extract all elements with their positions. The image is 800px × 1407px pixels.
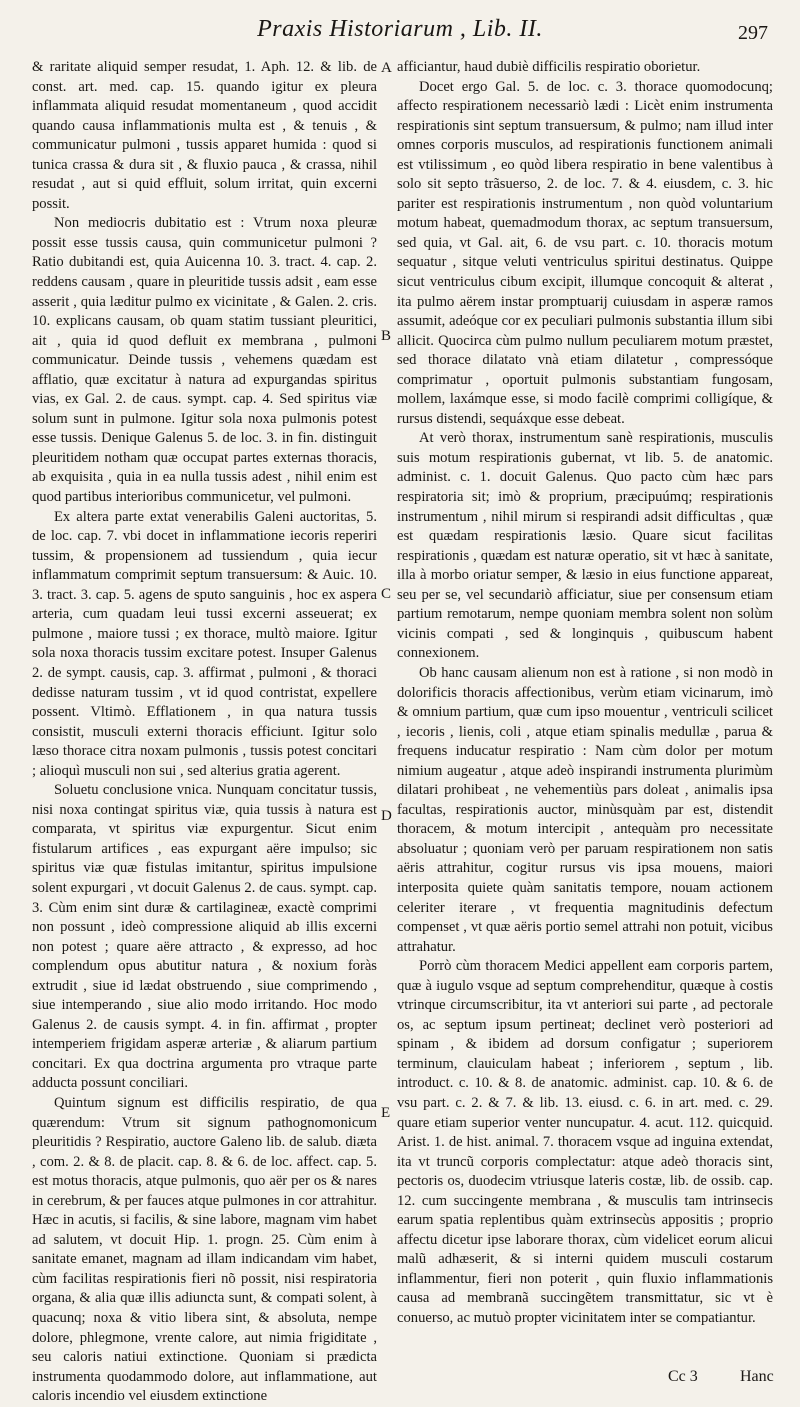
left-paragraph: Ex altera parte extat venerabilis Galeni auctoritas, 5. de loc. cap. 7. vbi docet in inflammatione iecoris reperiri tussim, & propensionem ad tussiendum , quia iecur inflammatum comprimit septum transuersum: & Auic. 10. 3. tract. 3. cap. 5. agens de sputo sanguinis , hoc ex aspera arteria, cum quadam leui tussi excerni asseuerat; ex pulmone , maiore tussi ; ex thorace, multò maiore. Igitur sola noxa thoracis tussim excitare potest. Insuper Galenus 2. de sympt. causis, cap. 3. affirmat , pulmoni , & thoraci dedisse naturam tussim , vt id quod contristat, expellere possent. Vltimò. Efflationem , in qua natura tussis consistit, musculi externi thoracis efficiunt. Igitur solo læso thorace citra noxam pulmonis , tussis potest concitari ; alioquì musculi non sui , sed alterius gratia agerent. (32, 508, 377, 779)
page-number: 297 (738, 22, 768, 44)
right-paragraph: At verò thorax, instrumentum sanè respirationis, musculis suis motum respirationis gubernat, vt lib. 5. de anatomic. administ. c. 1. docuit Galenus. Quo pacto cùm hæc pars respiratoria sit; imò & proprium, præcipuúmq; respirationis instrumentum , nihil mirum si respirandi adsit difficultas , quæ est quædam respirationis læsio. Quare sicut facilitas respirationis , quædam est naturæ operatio, sit vt hæc à sanitate, illa à morbo oriatur semper, & læsio in eius functione appareat, seu per se, vel secundariò afficiatur, siue per consensum etiam partium remotarum, nempe quoniam membra solent non solùm vicinis compati , sed & longinquis , quibuscum habent connexionem. (397, 430, 773, 662)
margin-letter-b: B (381, 328, 392, 344)
right-paragraph: afficiantur, haud dubiè difficilis respiratio oborietur. (397, 59, 701, 75)
right-paragraph: Porrò cùm thoracem Medici appellent eam corporis partem, quæ à iugulo vsque ad septum comprehenditur, quæque à costis vtrinque circumscribitur, ita vt anteriori sui parte , ad pectorale os, ac septum ipsum pertineat; declinet verò posteriori ad spinam , & ibidem ad dorsum configatur ; superiorem terminum, clauiculam habeat ; inferiorem , septum , lib. introduct. c. 10. & 8. de anatomic. administ. cap. 10. & 6. de vsu part. c. 2. & 7. & lib. 13. eiusd. c. 6. in art. med. c. 29. quare etiam superior venter nuncupatur. 4. acut. 112. quicquid. Arist. 1. de hist. animal. 7. thoracem vsque ad inguina extendat, ita vt truncũ corporis complectatur: atque adeò thoracis sint, pectoris os, duodecim vtriusque lateris costæ, lib. de ossib. cap. 12. cum succingente membrana , & musculis tam intrinsecis earum spatia replentibus quàm extrinsecùs appositis ; proprio affectu dicetur ipse laborare thorax, cùm videlicet eorum alicui malũ adhæserit, & si interni quidem musculi costarum inflammentur, fieri non poterit , quin fluxio inflammationis causa ad membranã succingẽtem transmittatur, sic vt è conuerso, ac mutuò propter vicinitatem inter se compatiantur. (397, 958, 773, 1326)
left-paragraph: & raritate aliquid semper resudat, 1. Aph. 12. & lib. de const. art. med. cap. 15. quando igitur ex pleura inflammata aliquid resudat momentaneum , quod accidit quando causa inflammationis multa est , & tenuis , & communicatur pulmoni , tussis apparet humida : quod si tunica crassa & dura sit , & fluxio pauca , & crassa, nihil resudat , aut si quid effluit, solum irritat, quin excerni possit. (32, 59, 377, 212)
left-column (32, 58, 377, 1407)
right-column (397, 58, 773, 1329)
catchword: Hanc (740, 1368, 774, 1385)
page-footer (0, 1368, 800, 1394)
page-header (0, 10, 800, 48)
signature-mark: Cc 3 (668, 1368, 698, 1385)
margin-letter-a: A (381, 60, 392, 76)
margin-letter-c: C (381, 586, 392, 602)
left-paragraph: Soluetu conclusione vnica. Nunquam concitatur tussis, nisi noxa contingat spiritus viæ, quia tussis à natura est comparata, vt spiritus viæ expurgentur. Sicut enim fistularum artifices , eas expurgant aëre impulso; sic spiritus viæ quæ fistulas imitantur, spiritus impulsione solent expurgari , vt docuit Galenus 2. de caus. sympt. cap. 3. Cùm enim sint duræ & cartilagineæ, exactè comprimi non possunt , ideò compressione aliquid ab illis excerni non potest ; quare aëre attracto , & expresso, ad hoc complendum opus abutitur natura , & noxium foràs extrudit , siue id lædat obstruendo , siue comprimendo , siue intemperando , siue alio modo irritando. Hoc modo Galenus 2. de causis sympt. 4. in fin. affirmat , propter intemperiem frigidam asperæ arteriæ , & aliarum partium concitari. Ex qua doctrina argumenta pro vtraque parte adducta possunt conciliari. (32, 782, 377, 1092)
left-paragraph: Non mediocris dubitatio est : Vtrum noxa pleuræ possit esse tussis causa, quin communicetur pulmoni ? Ratio dubitandi est, quia Auicenna 10. 3. tract. 4. cap. 2. reddens causam , quare in pleuritide tussis adsit , eam esse asserit , quia læditur pulmo ex vicinitate , & Galen. 2. cris. 10. explicans causam, ob quam statim tussiant pleuritici, ait , quia id quod defluit ex membrana , pulmoni communicatur. Deinde tussis , vehemens quædam est afflatio, quæ excitatur à natura ad expurgandas spiritus vias, ex Gal. 2. de caus. sympt. cap. 4. Sed spiritus viæ solum sunt in pulmone. Igitur sola noxa pulmonis potest esse tussis. Denique Galenus 5. de loc. 3. in fin. distinguit pleuritidem notham quæ occupat partes externas thoracis, ab exquisita , quia in ea nulla tussis adest , nihil enim est quod partibus interioribus communicetur, vel pulmoni. (32, 215, 377, 506)
margin-letter-d: D (381, 808, 392, 824)
margin-letter-e: E (381, 1105, 391, 1121)
left-paragraph: Quintum signum est difficilis respiratio, de qua quærendum: Vtrum sit signum pathognomonicum pleuritidis ? Respiratio, auctore Galeno lib. de salub. diæta , com. 2. & 8. de placit. cap. 8. & 6. de loc. affect. cap. 5. est motus thoracis, atque pulmonis, quo aër per os & nares in cerebrum, & per fauces atque pulmones in cor attrahitur. Hæc in acutis, si facilis, & sine labore, magnam vim habet ad salutem, vt docuit Hip. 1. progn. 25. Cùm enim à sanitate emanet, magnam ad illam indicandam vim habet, cùm facilitas respirationis fieri nõ possit, nisi respiratoria organa, & alia quæ illis adiuncta sunt, & compati solent, à quacunq; noxa & vitio libera sint, & absoluta, nempe dolore, phlegmone, vrente calore, aut nimia frigiditate , seu caloris natiui extinctione. Quoniam si prædicta instrumenta quodammodo dolore, aut inflammatione, aut caloris incendio vel eiusdem extinctione (32, 1094, 377, 1405)
right-paragraph: Docet ergo Gal. 5. de loc. c. 3. thorace quomodocunq; affecto respirationem necessariò lædi : Licèt enim instrumenta respirationis sint septum transuersum, & pulmo; nam illud inter omnes corporis musculos, ad respirationis functionem animali est vtilissimum , eo quòd libera respiratio in bene valentibus à solo sit septo trãsuerso, 2. de loc. 7. & 4. eiusdem, c. 3. hic pariter est respirationis instrumentum , non quòd voluntarium motum habeat, quemadmodum thorax, ac septum transuersum, sed quia, vt Gal. ait, 6. de vsu part. c. 10. thoracis motum sequatur , sitque veluti ventriculus spiritui destinatus. Quippe sicut ventriculus cibum excipit, illumque concoquit & alterat , ita pulmo aërem instar promptuarij cuiusdam in asperæ ramos assumit, adeóque cor ex peculiari pulmonis substantia illum sibi allicit. Quocirca cùm pulmo nullum peculiarem motum præstet, sed thorace dilatato vnà etiam dilatetur , compressóque comprimatur , oportuit pulmonis substantiam fungosam, mollem, laxámque esse, si modo facilè comprimi colligíque, & rursus distendi, sequáxque esse debeat. (397, 78, 773, 427)
running-title: Praxis Historiarum , Lib. II. (257, 16, 543, 42)
right-paragraph: Ob hanc causam alienum non est à ratione , si non modò in dolorificis thoracis affectionibus, verùm etiam vicinarum, imò & omnium partium, quæ cum ipso mouentur , ventriculi scilicet , iecoris , lienis, coli , atque etiam spinalis medullæ , parua & frequens inducatur respiratio : Nam cùm dolor per motum nimium augeatur , atque adeò inspirandi instrumenta plurimùm dilatari prohibeat , ne vehementiùs pars doleat , animalis ipsa facultas, respirationis auctor, minùsquàm par est, distendit thoracem, & motum intercipit , antequàm pro necessitate absoluatur ; quoniam verò per paruam respirationem non satis aëris attrahitur, cogitur rursus vis ipsa mouens, maiori interposita quiete quàm sanitatis tempore, nouam actionem celeriter iterare , vt frequentia magnitudinis defectum compenset , vt quæ aëris portio semel attrahi non potuit, vicibus attrahatur. (397, 664, 773, 955)
